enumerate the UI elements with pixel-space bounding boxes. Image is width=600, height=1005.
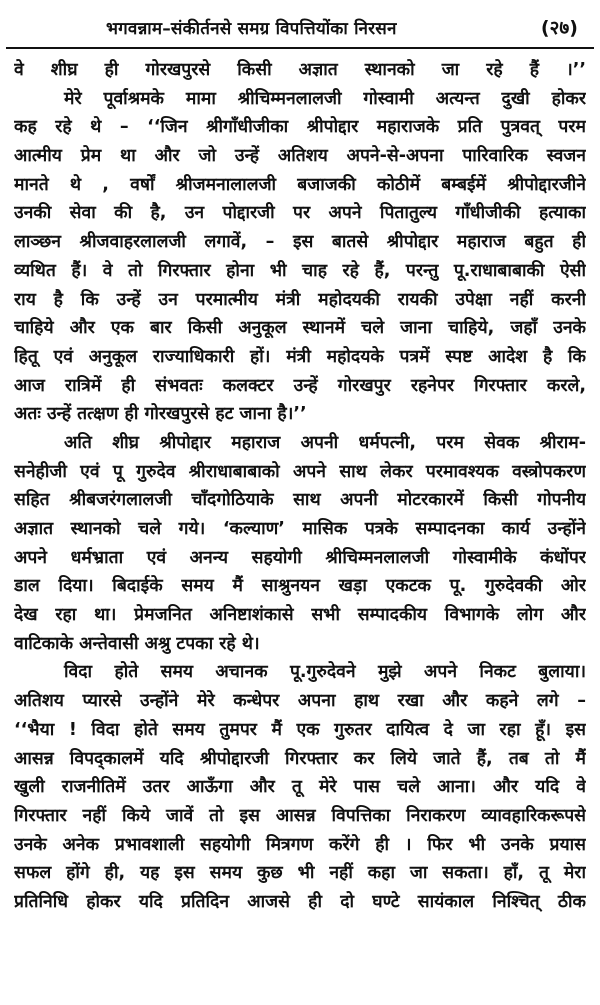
text-line: लाञ्छन श्रीजवाहरलालजी लगावें, – इस बातसे श्रीपोद्दार महाराज बहुत ही xyxy=(14,232,586,253)
page-header xyxy=(6,8,594,48)
text-line: उनके अनेक प्रभावशाली सहयोगी मित्रगण करेंगे ही । फिर भी उनके प्रयास xyxy=(14,834,586,855)
text-line: प्रतिनिधि होकर यदि प्रतिदिन आजसे ही दो घण्टे सायंकाल निश्चित् ठीक xyxy=(14,891,586,912)
text-line: वे शीघ्र ही गोरखपुरसे किसी अज्ञात स्थानको जा रहे हैं ।’’ xyxy=(14,60,586,80)
text-line: सनेहीजी एवं पू गुरुदेव श्रीराधाबाबाको अपने साथ लेकर परमावश्यक वस्त्रोपकरण xyxy=(14,461,586,482)
text-line: मेरे पूर्वाश्रमके मामा श्रीचिम्मनलालजी गोस्वामी अत्यन्त दुखी होकर xyxy=(64,88,586,109)
text-line: अतः उन्हें तत्क्षण ही गोरखपुरसे हट जाना है।’’ xyxy=(14,404,307,425)
header-rule xyxy=(6,47,594,49)
text-line: राय है कि उन्हें उन परमात्मीय मंत्री महोदयकी रायकी उपेक्षा नहीं करनी xyxy=(14,289,586,310)
text-line: सफल होंगे ही, यह इस समय कुछ भी नहीं कहा जा सकता। हाँ, तू मेरा xyxy=(14,863,586,884)
page-number: (२७) xyxy=(540,17,578,39)
text-line: डाल दिया। बिदाईके समय मैं साश्रुनयन खड़ा एकटक पू. गुरुदेवकी ओर xyxy=(14,576,586,597)
text-line: व्यथित हैं। वे तो गिरफ्तार होना भी चाह रहे हैं, परन्तु पू.राधाबाबाकी ऐसी xyxy=(14,260,586,281)
text-line: आज रात्रिमें ही संभवतः कलक्टर उन्हें गोरखपुर रहनेपर गिरफ्तार करले, xyxy=(14,375,586,396)
text-line: गिरफ्तार नहीं किये जावें तो इस आसन्न विपत्तिका निराकरण व्यावहारिकरूपसे xyxy=(14,805,586,826)
text-line: ‘‘भैया ! विदा होते समय तुमपर मैं एक गुरुतर दायित्व दे जा रहा हूँ। इस xyxy=(14,719,586,740)
text-line: हितू एवं अनुकूल राज्याधिकारी हों। मंत्री महोदयके पत्रमें स्पष्ट आदेश है कि xyxy=(14,346,586,367)
text-line: देख रहा था। प्रेमजनित अनिष्टाशंकासे सभी सम्पादकीय विभागके लोग और xyxy=(14,605,586,626)
text-line: सहित श्रीबजरंगलालजी चाँदगोठियाके साथ अपनी मोटरकारमें किसी गोपनीय xyxy=(14,490,586,511)
text-line: चाहिये और एक बार किसी अनुकूल स्थानमें चले जाना चाहिये, जहाँ उनके xyxy=(14,318,586,339)
text-line: वाटिकाके अन्तेवासी अश्रु टपका रहे थे। xyxy=(14,633,260,654)
text-line: आसन्न विपद्कालमें यदि श्रीपोद्दारजी गिरफ्तार कर लिये जाते हैं, तब तो मैं xyxy=(14,748,586,769)
text-line: अपने धर्मभ्राता एवं अनन्य सहयोगी श्रीचिम्मनलालजी गोस्वामीके कंधोंपर xyxy=(14,547,586,568)
text-line: अति शीघ्र श्रीपोद्दार महाराज अपनी धर्मपत्नी, परम सेवक श्रीराम- xyxy=(64,432,586,453)
text-line: आत्मीय प्रेम था और जो उन्हें अतिशय अपने-से-अपना पारिवारिक स्वजन xyxy=(14,146,586,167)
running-title: भगवन्नाम–संकीर्तनसे समग्र विपत्तियोंका निरसन xyxy=(106,19,397,39)
text-line: खुली राजनीतिमें उतर आऊँगा और तू मेरे पास चले आना। और यदि वे xyxy=(14,777,586,798)
body-text xyxy=(14,56,586,917)
text-line: कह रहे थे – ‘‘जिन श्रीगाँधीजीका श्रीपोद्दार महाराजके प्रति पुत्रवत् परम xyxy=(14,117,586,138)
text-line: मानते थे , वर्षों श्रीजमनालालजी बजाजकी कोठीमें बम्बईमें श्रीपोद्दारजीने xyxy=(14,174,586,195)
text-line: विदा होते समय अचानक पू.गुरुदेवने मुझे अपने निकट बुलाया। xyxy=(64,662,586,683)
text-line: उनकी सेवा की है, उन पोद्दारजी पर अपने पितातुल्य गाँधीजीकी हत्याका xyxy=(14,203,586,224)
text-line: अतिशय प्यारसे उन्होंने मेरे कन्धेपर अपना हाथ रखा और कहने लगे – xyxy=(14,691,586,712)
text-line: अज्ञात स्थानको चले गये। ‘कल्याण’ मासिक पत्रके सम्पादनका कार्य उन्होंने xyxy=(14,519,586,539)
